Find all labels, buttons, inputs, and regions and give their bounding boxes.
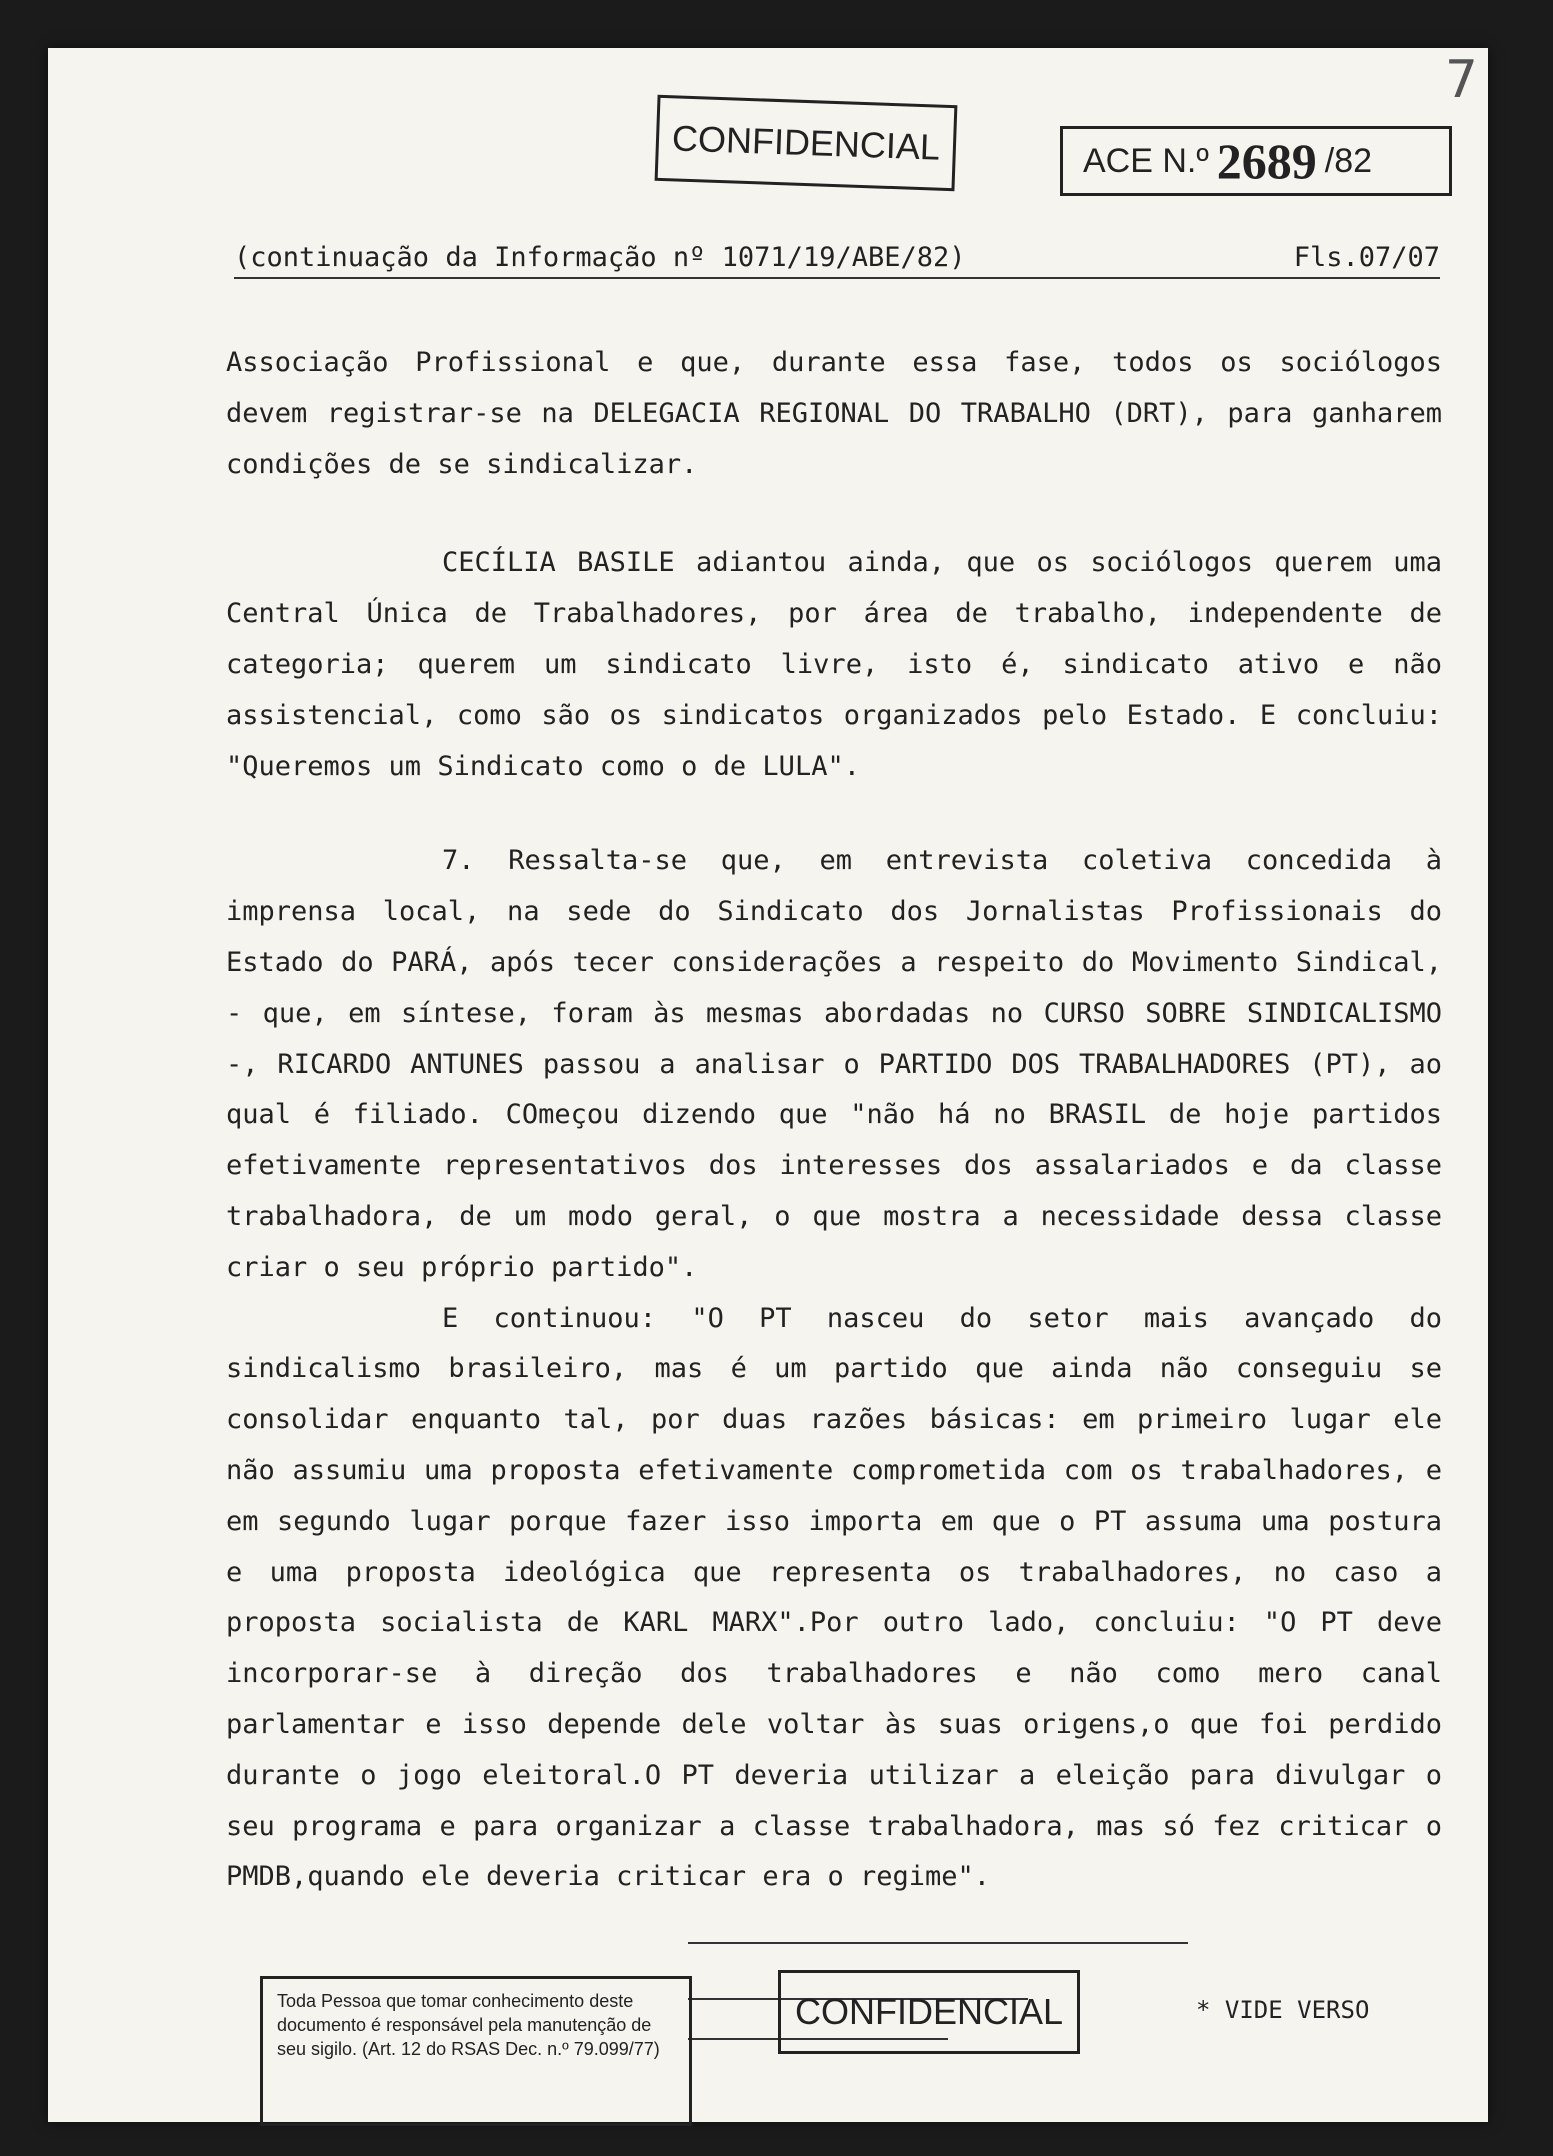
document-page [48,48,1488,2122]
ace-number: 2689 [1216,133,1317,189]
ace-number-stamp [1060,126,1452,196]
confidentiality-notice-box: Toda Pessoa que tomar conhecimento deste documento é responsável pela manutenção de seu sigilo. (Art. 12 do RSAS Dec. n.º 79.099/77) [260,1976,692,2126]
paragraph-continuation: Associação Profissional e que, durante essa fase, todos os sociólogos devem registrar-se na DELEGACIA REGIONAL DO TRABALHO (DRT), para ganharem condições de se sindicalizar. [226,347,1442,480]
paragraph-item-7: 7. Ressalta-se que, em entrevista coletiva concedida à imprensa local, na sede do Sindicato dos Jornalistas Profissionais do Estado do PARÁ, após tecer considerações a respeito do Movimento Sindical, - que, em síntese, foram às mesmas abordadas no CURSO SOBRE SINDICALISMO -, RICARDO ANTUNES passou a analisar o PARTIDO DOS TRABALHADORES (PT), ao qual é filiado. COmeçou dizendo que "não há no BRASIL de hoje partidos efetivamente representativos dos interesses dos assalariados e da classe trabalhadora, de um modo geral, o que mostra a necessidade dessa classe criar o seu próprio partido". [226,845,1442,1283]
header-page-number: Fls.07/07 [1293,242,1440,273]
divider-line [688,1942,1188,1944]
document-body [226,338,1442,1903]
ace-year: /82 [1324,141,1373,180]
paragraph-continuou: E continuou: "O PT nasceu do setor mais avançado do sindicalismo brasileiro, mas é um partido que ainda não conseguiu se consolidar enquanto tal, por duas razões básicas: em primeiro lugar ele não assumiu uma proposta efetivamente comprometida com os trabalhadores, e em segundo lugar porque fazer isso importa em que o PT assuma uma postura e uma proposta ideológica que representa os trabalhadores, no caso a proposta socialista de KARL MARX".Por outro lado, concluiu: "O PT deve incorporar-se à direção dos trabalhadores e não como mero canal parlamentar e isso depende dele voltar às suas origens,o que foi perdido durante o jogo eleitoral.O PT deveria utilizar a eleição para divulgar o seu programa e para organizar a classe trabalhadora, mas só fez criticar o PMDB,quando ele deveria criticar era o regime". [226,1302,1442,1893]
paragraph-cecilia-basile: CECÍLIA BASILE adiantou ainda, que os sociólogos querem uma Central Única de Trabalhadores, por área de trabalho, independente de categoria; querem um sindicato livre, isto é, sindicato ativo e não assistencial, como são os sindicatos organizados pelo Estado. E concluiu: "Queremos um Sindicato como o de LULA". [226,547,1442,782]
ace-label: ACE N.º [1083,141,1209,180]
confidential-stamp-top: CONFIDENCIAL [655,95,958,191]
confidential-stamp-bottom: CONFIDENCIAL [778,1970,1080,2054]
document-header [234,242,1440,279]
header-reference: (continuação da Informação nº 1071/19/ABE/82) [234,242,966,273]
page-corner-number: 7 [1444,50,1478,110]
vide-verso-note: * VIDE VERSO [1196,1996,1370,2024]
